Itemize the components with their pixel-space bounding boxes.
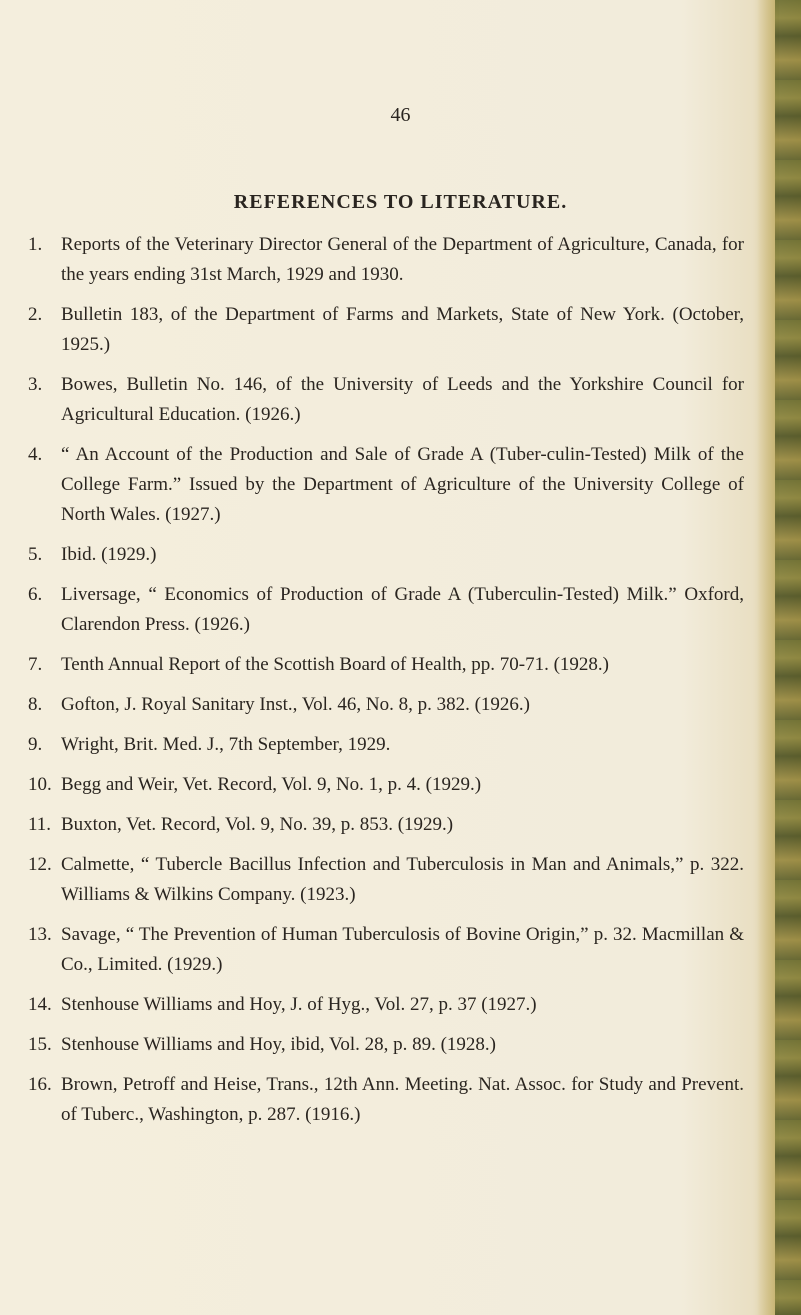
reference-item (28, 690, 744, 720)
reference-number: 14. (28, 994, 52, 1015)
reference-item (28, 230, 744, 290)
reference-item (28, 770, 744, 800)
reference-number: 15. (28, 1034, 52, 1055)
reference-number: 12. (28, 854, 52, 875)
reference-text: Reports of the Veterinary Director General of the Department of Agriculture, Canada, for the years ending 31st March, 1929 and 1930. (61, 234, 744, 285)
reference-text: Begg and Weir, Vet. Record, Vol. 9, No. 1, p. 4. (1929.) (61, 774, 482, 795)
reference-item (28, 650, 744, 680)
reference-number: 9. (28, 734, 43, 755)
reference-number: 2. (28, 304, 43, 325)
reference-item (28, 810, 744, 840)
reference-text: Calmette, “ Tubercle Bacillus Infection and Tuberculosis in Man and Animals,” p. 322. Williams & Wilkins Company. (1923.) (61, 854, 744, 905)
reference-text: Gofton, J. Royal Sanitary Inst., Vol. 46, No. 8, p. 382. (1926.) (61, 694, 531, 715)
reference-number: 10. (28, 774, 52, 795)
reference-number: 4. (28, 444, 43, 465)
reference-number: 13. (28, 924, 52, 945)
reference-number: 8. (28, 694, 43, 715)
reference-number: 6. (28, 584, 43, 605)
reference-text: Bowes, Bulletin No. 146, of the University of Leeds and the Yorkshire Council for Agricultural Education. (1926.) (61, 374, 744, 425)
reference-item (28, 580, 744, 640)
reference-number: 5. (28, 544, 43, 565)
reference-text: Buxton, Vet. Record, Vol. 9, No. 39, p. 853. (1929.) (61, 814, 454, 835)
reference-item (28, 920, 744, 980)
reference-number: 11. (28, 814, 52, 835)
reference-item (28, 1030, 744, 1060)
reference-text: Tenth Annual Report of the Scottish Board of Health, pp. 70-71. (1928.) (61, 654, 609, 675)
reference-item (28, 440, 744, 530)
reference-text: Stenhouse Williams and Hoy, J. of Hyg., Vol. 27, p. 37 (1927.) (61, 994, 537, 1015)
reference-number: 3. (28, 374, 43, 395)
reference-item (28, 990, 744, 1020)
reference-number: 1. (28, 234, 43, 255)
reference-item (28, 370, 744, 430)
reference-item (28, 1070, 744, 1130)
reference-number: 16. (28, 1074, 52, 1095)
reference-number: 7. (28, 654, 43, 675)
reference-item (28, 730, 744, 760)
reference-text: Ibid. (1929.) (61, 544, 157, 565)
reference-list (28, 230, 744, 1140)
reference-text: Liversage, “ Economics of Production of Grade A (Tuberculin-Tested) Milk.” Oxford, Clarendon Press. (1926.) (61, 584, 744, 635)
reference-text: Brown, Petroff and Heise, Trans., 12th Ann. Meeting. Nat. Assoc. for Study and Prevent. of Tuberc., Washington, p. 287. (1916.) (61, 1074, 744, 1125)
reference-item (28, 540, 744, 570)
reference-text: Savage, “ The Prevention of Human Tuberculosis of Bovine Origin,” p. 32. Macmillan & Co., Limited. (1929.) (61, 924, 744, 975)
reference-text: Stenhouse Williams and Hoy, ibid, Vol. 28, p. 89. (1928.) (61, 1034, 496, 1055)
page-number: 46 (390, 104, 411, 126)
reference-item (28, 300, 744, 360)
reference-text: Bulletin 183, of the Department of Farms and Markets, State of New York. (October, 1925.) (61, 304, 744, 355)
reference-item (28, 850, 744, 910)
reference-text: “ An Account of the Production and Sale of Grade A (Tuber-culin-Tested) Milk of the College Farm.” Issued by the Department of Agriculture of the University College of North Wales. (1927.) (61, 444, 744, 525)
reference-text: Wright, Brit. Med. J., 7th September, 1929. (61, 734, 391, 755)
section-heading: REFERENCES TO LITERATURE. (233, 191, 568, 213)
